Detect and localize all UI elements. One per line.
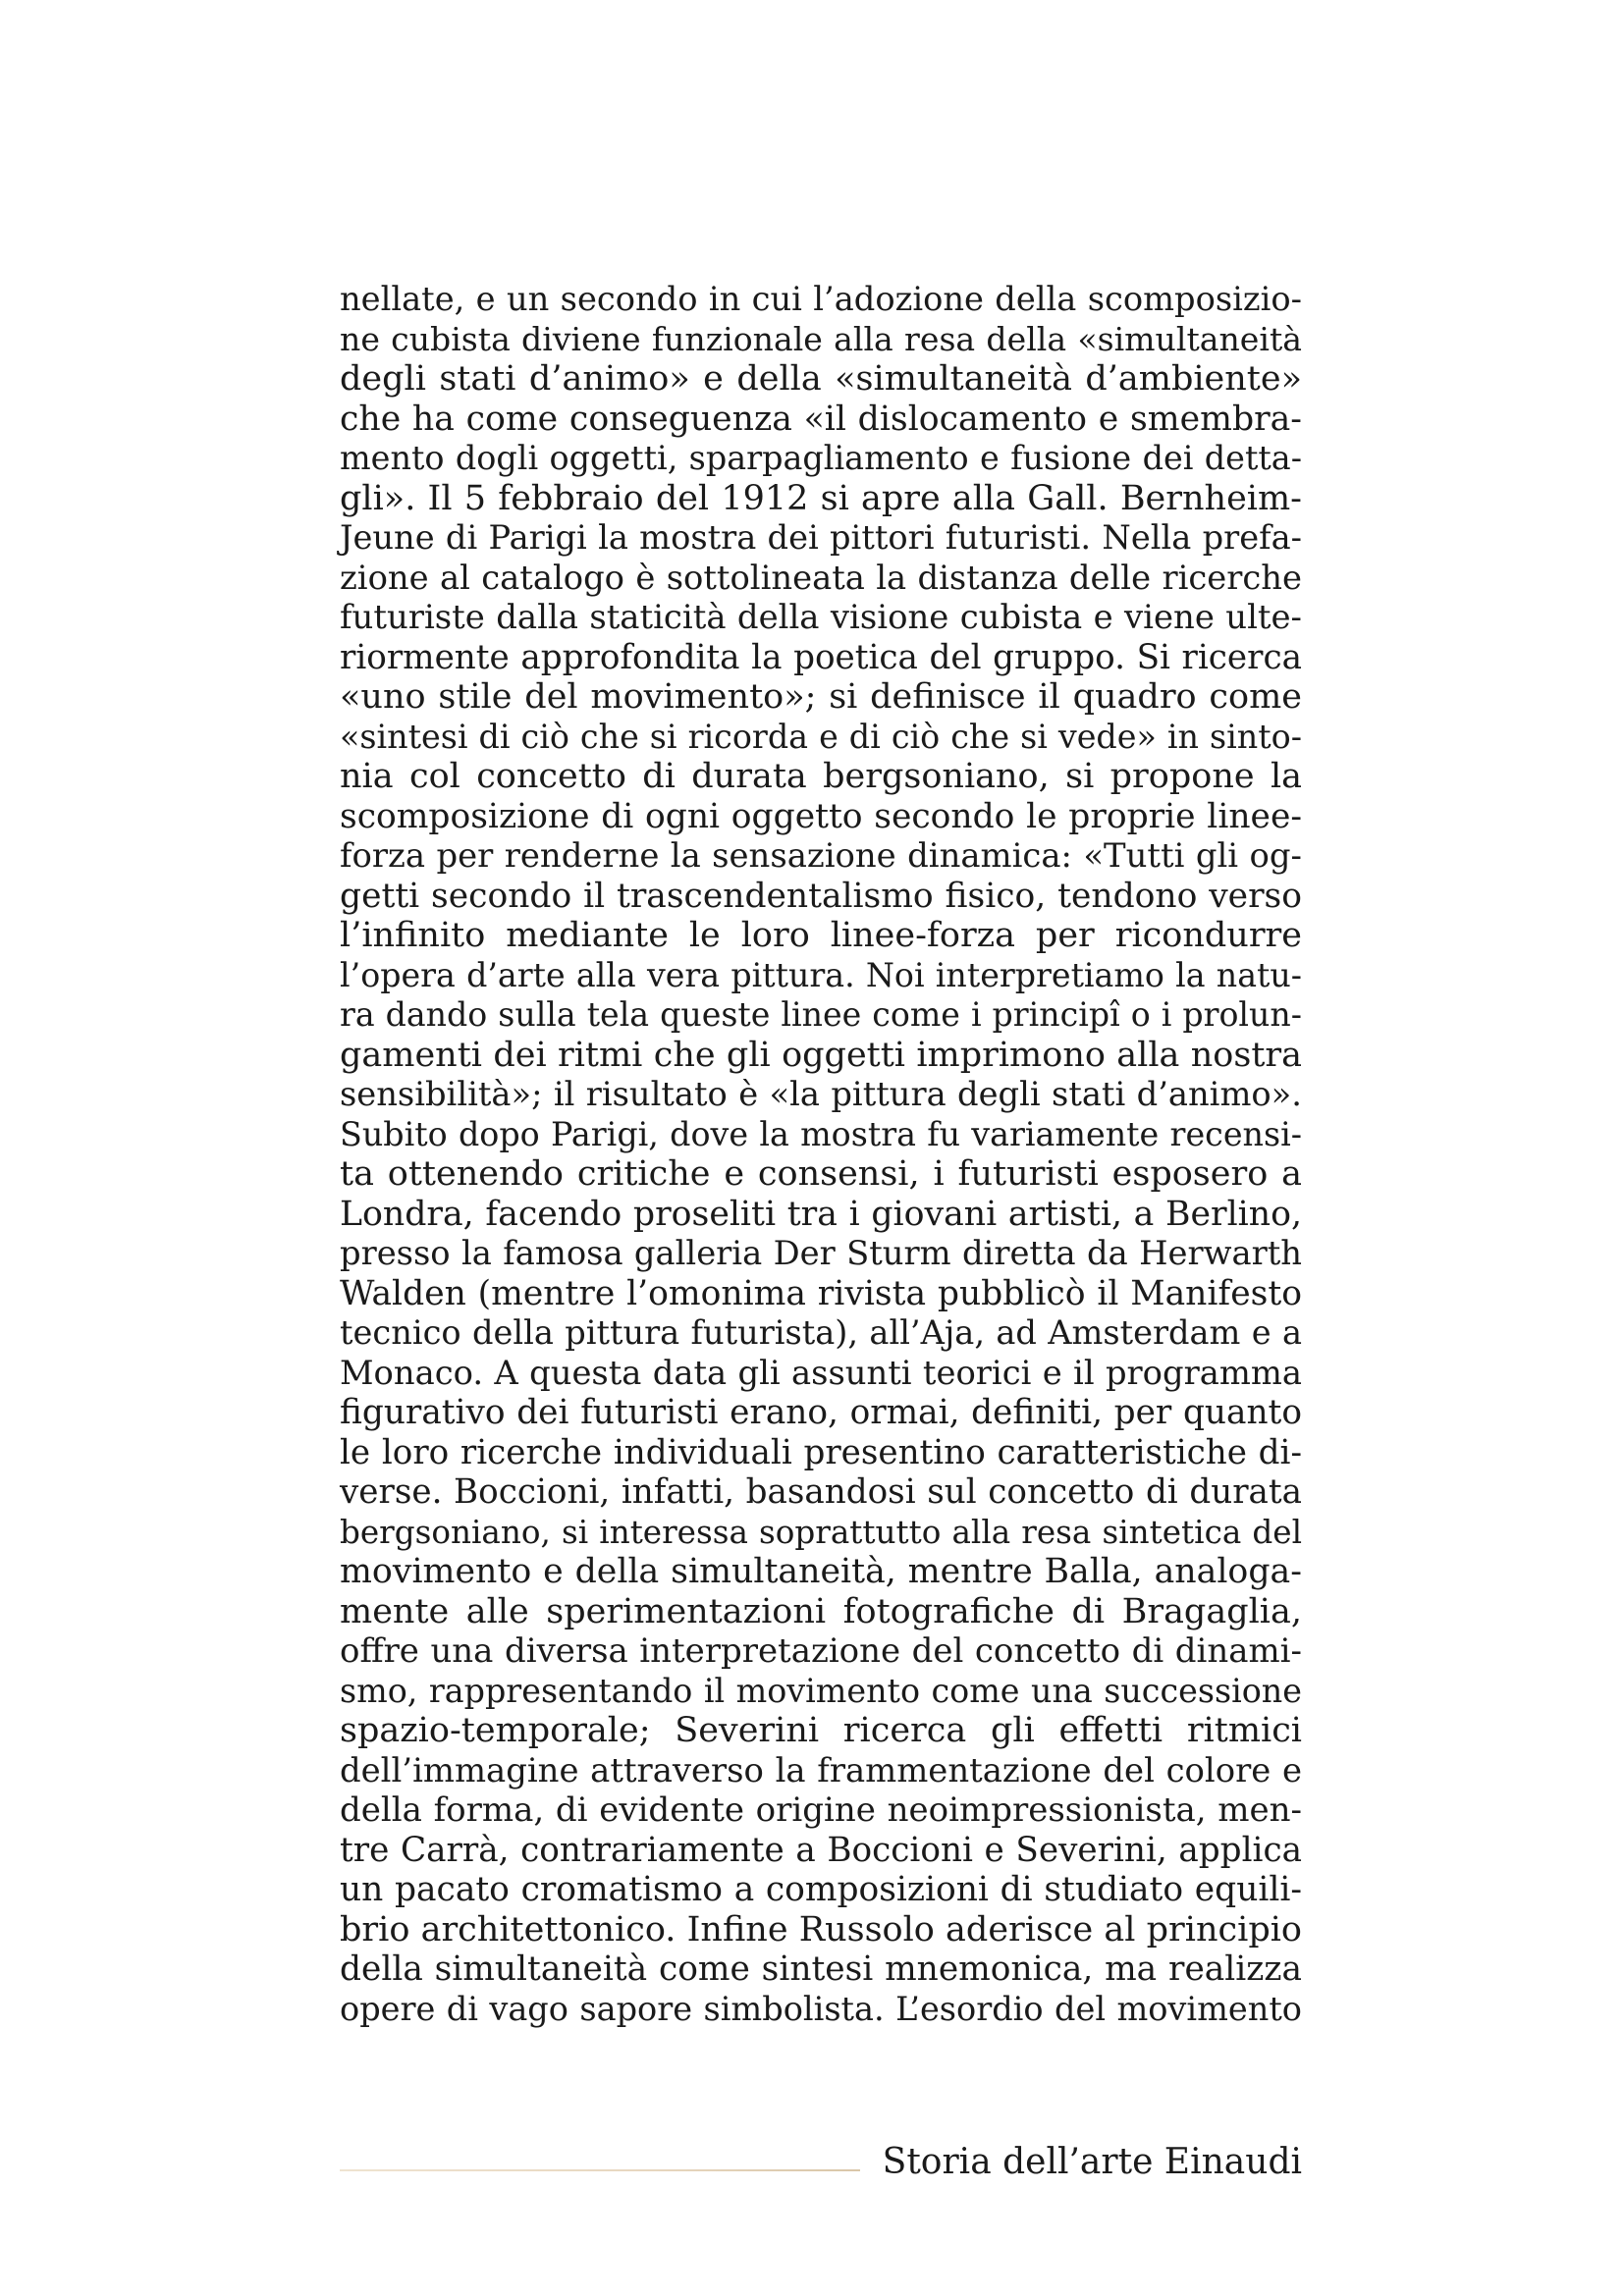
footer-divider — [340, 2169, 860, 2171]
text-line: tecnico della pittura futurista), all’Aja, ad Amsterdam e a — [340, 1313, 1302, 1352]
text-line: della forma, di evidente origine neoimpressionista, men- — [340, 1790, 1302, 1830]
text-line: zione al catalogo è sottolineata la distanza delle ricerche — [340, 558, 1302, 597]
text-line: l’opera d’arte alla vera pittura. Noi interpretiamo la natu- — [340, 955, 1302, 994]
text-line: riormente approfondita la poetica del gruppo. Si ricerca — [340, 637, 1302, 677]
text-line: Subito dopo Parigi, dove la mostra fu variamente recensi- — [340, 1114, 1302, 1153]
text-line: mente alle sperimentazioni fotografiche di Bragaglia, — [340, 1591, 1302, 1631]
text-line: figurativo dei futuristi erano, ormai, definiti, per quanto — [340, 1393, 1302, 1432]
text-line: presso la famosa galleria Der Sturm diretta da Herwarth — [340, 1234, 1302, 1272]
text-line: un pacato cromatismo a composizioni di studiato equili- — [340, 1870, 1302, 1909]
text-line: scomposizione di ogni oggetto secondo le proprie linee- — [340, 796, 1302, 836]
text-line: della simultaneità come sintesi mnemonica, ma realizza — [340, 1949, 1302, 1989]
text-line: brio architettonico. Infine Russolo aderisce al principio — [340, 1909, 1302, 1949]
text-line: ta ottenendo critiche e consensi, i futuristi esposero a — [340, 1154, 1302, 1194]
text-line: forza per renderne la sensazione dinamica: «Tutti gli og- — [340, 836, 1302, 875]
text-line: Monaco. A questa data gli assunti teorici e il programma — [340, 1353, 1302, 1392]
text-line: le loro ricerche individuali presentino caratteristiche di- — [340, 1432, 1302, 1472]
text-line: dell’immagine attraverso la frammentazione del colore e — [340, 1750, 1302, 1789]
text-line: nia col concetto di durata bergsoniano, si propone la — [340, 757, 1302, 796]
text-line: Walden (mentre l’omonima rivista pubblicò il Manifesto — [340, 1273, 1302, 1313]
text-line: futuriste dalla staticità della visione cubista e viene ulte- — [340, 598, 1302, 636]
text-line: verse. Boccioni, infatti, basandosi sul concetto di durata — [340, 1472, 1302, 1512]
text-line: nellate, e un secondo in cui l’adozione della scomposizio- — [340, 280, 1302, 318]
page-footer — [340, 2138, 1302, 2187]
text-line: offre una diversa interpretazione del concetto di dinami- — [340, 1631, 1302, 1671]
text-line: mento dogli oggetti, sparpagliamento e fusione dei detta- — [340, 439, 1302, 477]
text-line: sensibilità»; il risultato è «la pittura degli stati d’animo». — [340, 1075, 1302, 1113]
text-line: ra dando sulla tela queste linee come i principî o i prolun- — [340, 995, 1302, 1034]
text-line: bergsoniano, si interessa soprattutto alla resa sintetica del — [340, 1513, 1302, 1551]
text-line: getti secondo il trascendentalismo fisico, tendono verso — [340, 876, 1302, 916]
text-line: ne cubista diviene funzionale alla resa della «simultaneità — [340, 319, 1302, 358]
text-line: spazio-temporale; Severini ricerca gli effetti ritmici — [340, 1711, 1302, 1750]
body-text — [340, 280, 1302, 2029]
text-line: opere di vago sapore simbolista. L’esordio del movimento — [340, 1989, 1302, 2028]
text-line: «sintesi di ciò che si ricorda e di ciò che si vede» in sinto- — [340, 717, 1302, 756]
text-line: gli». Il 5 febbraio del 1912 si apre alla Gall. Bernheim- — [340, 478, 1302, 518]
text-line: smo, rappresentando il movimento come una successione — [340, 1671, 1302, 1710]
text-line: che ha come conseguenza «il dislocamento e smembra- — [340, 399, 1302, 439]
text-line: l’infinito mediante le loro linee-forza per ricondurre — [340, 916, 1302, 955]
text-line: movimento e della simultaneità, mentre Balla, analoga- — [340, 1552, 1302, 1591]
text-line: gamenti dei ritmi che gli oggetti imprimono alla nostra — [340, 1035, 1302, 1075]
text-line: Jeune di Parigi la mostra dei pittori futuristi. Nella prefa- — [340, 518, 1302, 557]
text-line: degli stati d’animo» e della «simultaneità d’ambiente» — [340, 359, 1302, 399]
text-line: tre Carrà, contrariamente a Boccioni e Severini, applica — [340, 1830, 1302, 1870]
footer-publisher-title: Storia dell’arte Einaudi — [882, 2142, 1302, 2182]
text-line: Londra, facendo proseliti tra i giovani artisti, a Berlino, — [340, 1194, 1302, 1234]
text-line: «uno stile del movimento»; si definisce il quadro come — [340, 677, 1302, 717]
